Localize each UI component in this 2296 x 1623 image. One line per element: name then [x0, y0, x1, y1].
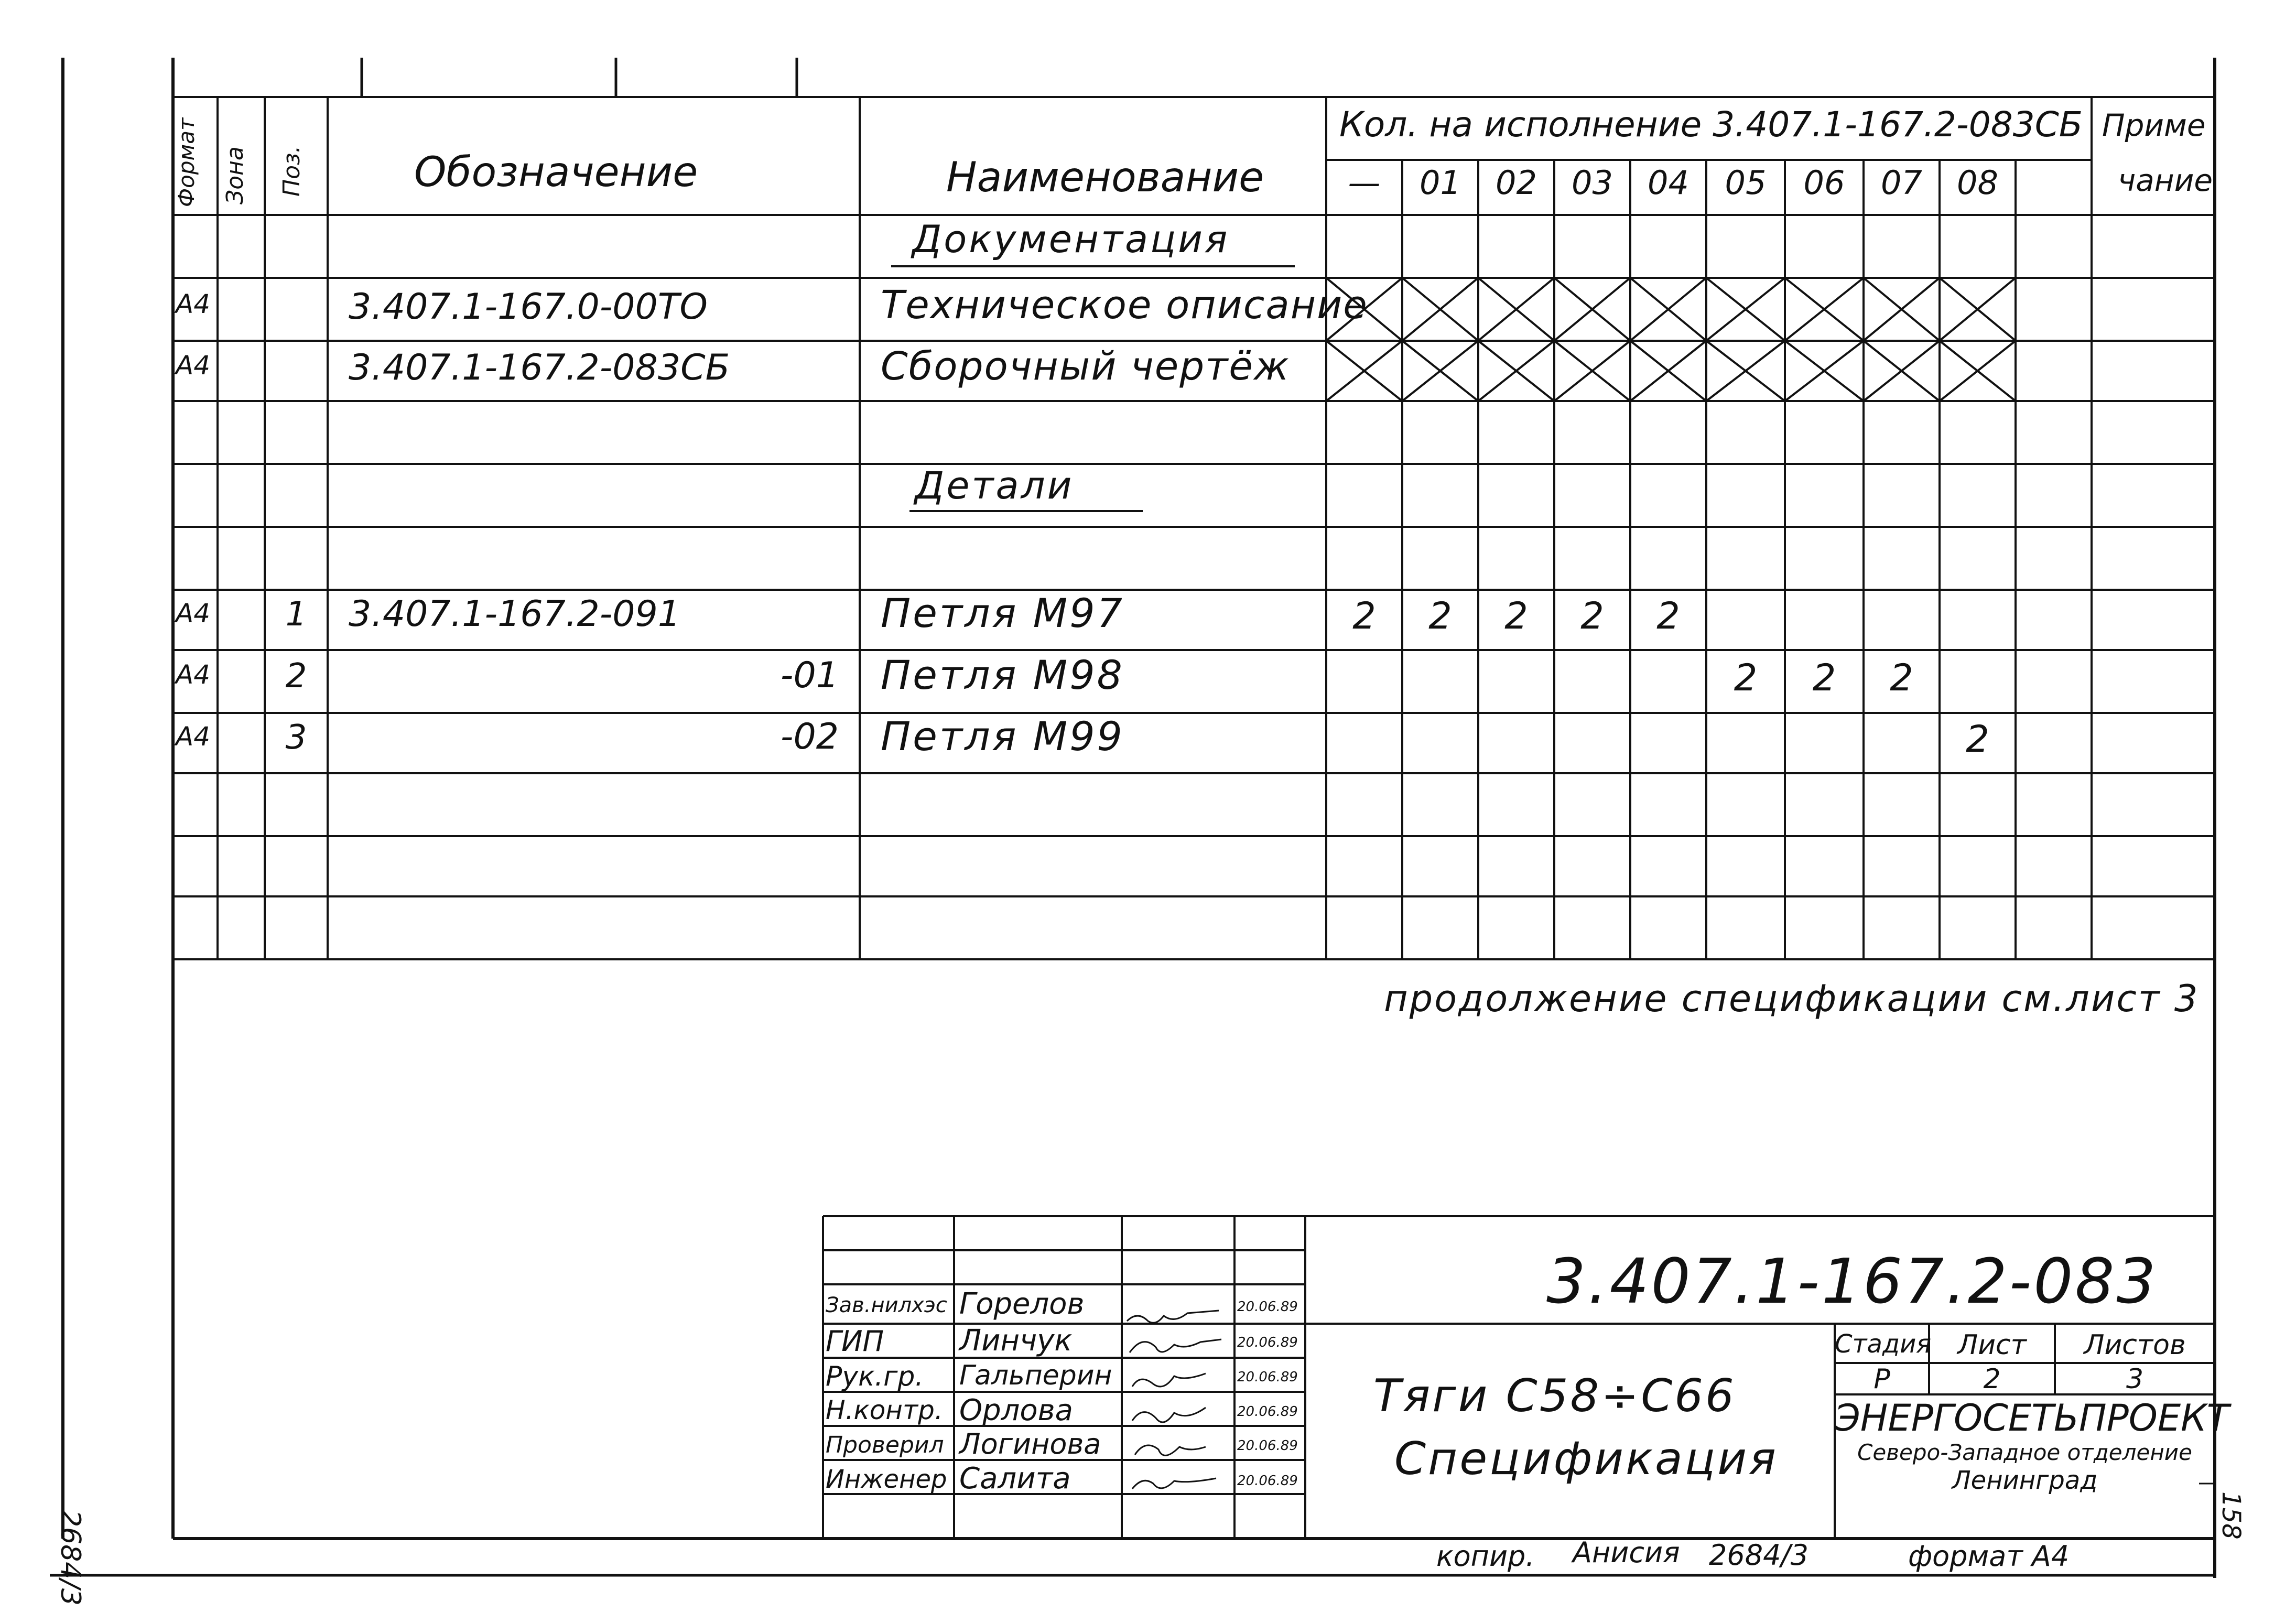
org-line2: Северо-Западное отделение: [1857, 1440, 2192, 1465]
signer-name: Гальперин: [959, 1360, 1112, 1391]
title-line1: Тяги С58÷С66: [1373, 1370, 1736, 1422]
copied-by: Анисия: [1573, 1536, 1680, 1569]
row-qty: 2: [1504, 594, 1528, 637]
header-name: Наименование: [946, 154, 1264, 201]
org-line3: Ленинград: [1952, 1466, 2098, 1495]
signer-date: 20.06.89: [1237, 1335, 1298, 1350]
doc-number: 3.407.1-167.2-083: [1546, 1245, 2158, 1317]
row-qty: 2: [1734, 656, 1758, 699]
row-qty: 2: [1966, 718, 1989, 761]
row-format: А4: [176, 721, 211, 752]
signer-date: 20.06.89: [1237, 1404, 1298, 1420]
stage-label: Стадия: [1835, 1329, 1932, 1359]
signature-marks: [1127, 1311, 1221, 1489]
row-pos: 2: [285, 657, 307, 696]
signer-date: 20.06.89: [1237, 1438, 1298, 1454]
copied-label: копир.: [1436, 1540, 1535, 1573]
sheets-label: Листов: [2084, 1329, 2186, 1361]
signer-role: Инженер: [826, 1465, 947, 1494]
signer-name: Горелов: [959, 1287, 1085, 1321]
signer-date: 20.06.89: [1237, 1299, 1298, 1315]
format-label: формат А4: [1908, 1540, 2070, 1573]
variant-header: 08: [1957, 164, 1998, 202]
signer-role: Н.контр.: [826, 1395, 943, 1425]
row-name: Техническое описание: [881, 283, 1368, 328]
header-note-line2: чание: [2118, 163, 2213, 198]
row-format: А4: [176, 659, 211, 690]
sheet-value: 2: [1983, 1364, 2001, 1395]
org-line1: ЭНЕРГОСЕТЬПРОЕКТ: [1835, 1397, 2229, 1440]
variant-header: —: [1348, 164, 1381, 202]
variant-header: 06: [1803, 164, 1845, 202]
signer-date: 20.06.89: [1237, 1369, 1298, 1385]
row-qty: 2: [1656, 594, 1680, 637]
variant-header: 04: [1648, 164, 1689, 202]
signer-name: Орлова: [959, 1393, 1073, 1427]
signer-name: Линчук: [959, 1324, 1073, 1358]
signer-role: Рук.гр.: [826, 1361, 924, 1392]
signer-role: ГИП: [826, 1325, 884, 1358]
row-name: Сборочный чертёж: [881, 344, 1290, 389]
row-qty: 2: [1890, 656, 1913, 699]
row-qty: 2: [1812, 656, 1836, 699]
header-designation: Обозначение: [414, 149, 698, 196]
header-format: Формат: [174, 117, 199, 207]
sheets-value: 3: [2126, 1364, 2144, 1395]
row-pos: 3: [285, 718, 307, 757]
variant-header: 07: [1881, 164, 1922, 202]
header-zone: Зона: [222, 146, 248, 204]
continuation-note: продолжение спецификации см.лист 3: [1384, 977, 2200, 1020]
copy-number: 2684/3: [1709, 1539, 1808, 1572]
signer-name: Салита: [959, 1462, 1071, 1496]
row-name: Петля М99: [881, 713, 1124, 760]
row-format: А4: [176, 289, 211, 319]
section-documentation: Документация: [912, 217, 1230, 261]
row-qty: 2: [1428, 594, 1452, 637]
stage-value: Р: [1873, 1364, 1890, 1395]
variant-header: 03: [1572, 164, 1613, 202]
row-pos: 1: [285, 595, 307, 634]
row-designation: -02: [780, 716, 839, 758]
row-designation: 3.407.1-167.0-00ТО: [349, 286, 708, 328]
row-qty: 2: [1580, 594, 1604, 637]
signer-date: 20.06.89: [1237, 1473, 1298, 1489]
row-format: А4: [176, 350, 211, 381]
row-designation: -01: [780, 655, 839, 696]
signer-role: Проверил: [826, 1432, 944, 1458]
header-note-line1: Приме: [2102, 107, 2206, 143]
section-parts: Детали: [915, 463, 1074, 507]
signer-name: Логинова: [959, 1427, 1101, 1460]
row-format: А4: [176, 598, 211, 629]
row-designation: 3.407.1-167.2-083СБ: [349, 347, 730, 388]
variant-header: 05: [1725, 164, 1767, 202]
left-margin-stamp: 2684/3: [55, 1510, 86, 1606]
header-qty-title: Кол. на исполнение 3.407.1-167.2-083СБ: [1339, 104, 2083, 145]
header-pos: Поз.: [278, 145, 305, 197]
sheet-label: Лист: [1957, 1329, 2027, 1361]
title-line2: Спецификация: [1394, 1433, 1778, 1485]
variant-header: 01: [1420, 164, 1461, 202]
row-designation: 3.407.1-167.2-091: [349, 593, 681, 635]
signer-role: Зав.нилхэс: [826, 1293, 947, 1317]
variant-header: 02: [1496, 164, 1537, 202]
right-margin-stamp: 158: [2216, 1491, 2246, 1540]
row-name: Петля М98: [881, 652, 1124, 698]
row-name: Петля М97: [881, 590, 1124, 636]
row-qty: 2: [1352, 594, 1376, 637]
